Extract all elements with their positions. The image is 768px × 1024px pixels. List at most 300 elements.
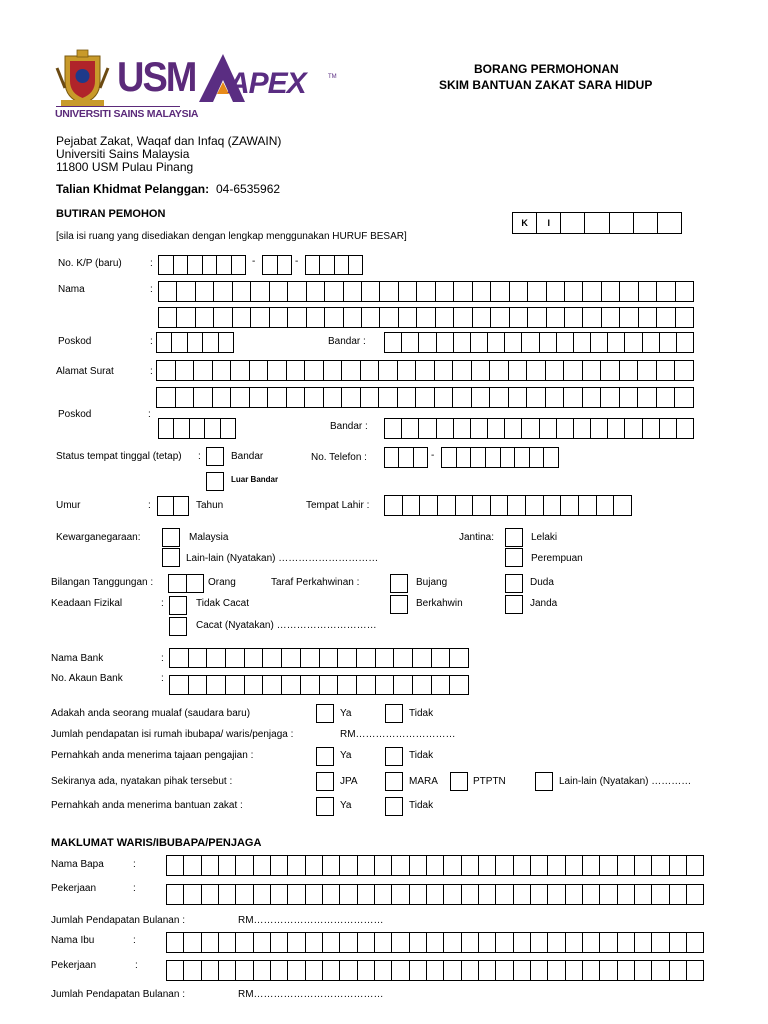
char-box[interactable] [677, 333, 693, 352]
char-box[interactable] [687, 885, 703, 904]
char-box[interactable] [600, 961, 617, 980]
char-box[interactable] [435, 388, 454, 407]
char-box[interactable] [546, 388, 565, 407]
char-box[interactable] [403, 496, 421, 515]
char-box[interactable] [515, 448, 530, 467]
char-box[interactable] [184, 856, 201, 875]
char-box[interactable] [399, 282, 417, 301]
char-box[interactable] [342, 361, 361, 380]
char-box[interactable] [670, 933, 687, 952]
char-box[interactable] [325, 308, 343, 327]
char-box[interactable] [687, 961, 703, 980]
char-box[interactable] [207, 649, 226, 667]
char-box[interactable] [251, 282, 269, 301]
char-box[interactable] [188, 256, 203, 274]
char-box[interactable] [288, 308, 306, 327]
char-box[interactable] [618, 933, 635, 952]
physical-disabled-checkbox[interactable] [169, 617, 187, 636]
char-box[interactable] [677, 419, 693, 438]
char-box[interactable] [410, 885, 427, 904]
char-box[interactable] [226, 676, 245, 694]
mother-name-field[interactable] [166, 932, 704, 953]
char-box[interactable] [531, 856, 548, 875]
char-box[interactable] [620, 308, 638, 327]
char-box[interactable] [687, 933, 703, 952]
char-box[interactable] [357, 676, 376, 694]
char-box[interactable] [342, 388, 361, 407]
char-box[interactable] [657, 308, 675, 327]
mail-address-row-2[interactable] [156, 387, 694, 408]
char-box[interactable] [402, 333, 419, 352]
char-box[interactable] [462, 856, 479, 875]
char-box[interactable] [444, 885, 461, 904]
char-box[interactable] [643, 333, 660, 352]
char-box[interactable] [340, 933, 357, 952]
char-box[interactable] [254, 933, 271, 952]
char-box[interactable] [196, 282, 214, 301]
char-box[interactable] [514, 885, 531, 904]
char-box[interactable] [566, 933, 583, 952]
city-field-2[interactable] [384, 418, 694, 439]
char-box[interactable] [358, 885, 375, 904]
char-box[interactable] [614, 496, 631, 515]
char-box[interactable] [399, 308, 417, 327]
char-box[interactable] [453, 361, 472, 380]
char-box[interactable] [496, 961, 513, 980]
char-box[interactable] [233, 282, 251, 301]
char-box[interactable] [660, 333, 677, 352]
char-box[interactable] [457, 448, 472, 467]
char-box[interactable] [376, 649, 395, 667]
char-box[interactable] [652, 885, 669, 904]
char-box[interactable] [236, 856, 253, 875]
char-box[interactable] [488, 333, 505, 352]
char-box[interactable] [638, 388, 657, 407]
char-box[interactable] [437, 333, 454, 352]
char-box[interactable] [320, 649, 339, 667]
char-box[interactable] [287, 388, 306, 407]
char-box[interactable] [385, 496, 403, 515]
char-box[interactable] [410, 933, 427, 952]
char-box[interactable] [167, 961, 184, 980]
char-box[interactable] [639, 308, 657, 327]
char-box[interactable] [202, 961, 219, 980]
char-box[interactable] [419, 419, 436, 438]
char-box[interactable] [574, 419, 591, 438]
char-box[interactable] [601, 388, 620, 407]
char-box[interactable] [305, 388, 324, 407]
char-box[interactable] [254, 885, 271, 904]
char-box[interactable] [608, 333, 625, 352]
char-box[interactable] [358, 961, 375, 980]
char-box[interactable] [635, 856, 652, 875]
char-box[interactable] [174, 419, 189, 438]
gender-male-checkbox[interactable] [505, 528, 523, 547]
char-box[interactable] [188, 333, 203, 352]
zakat-no-checkbox[interactable] [385, 797, 403, 816]
char-box[interactable] [219, 885, 236, 904]
char-box[interactable] [417, 282, 435, 301]
char-box[interactable] [376, 676, 395, 694]
char-box[interactable] [501, 448, 516, 467]
char-box[interactable] [306, 933, 323, 952]
char-box[interactable] [496, 885, 513, 904]
ic-field-part-2[interactable] [262, 255, 292, 275]
char-box[interactable] [217, 256, 232, 274]
char-box[interactable] [385, 419, 402, 438]
char-box[interactable] [583, 388, 602, 407]
char-box[interactable] [514, 933, 531, 952]
char-box[interactable] [219, 856, 236, 875]
marital-married-checkbox[interactable] [390, 595, 408, 614]
char-box[interactable] [473, 496, 491, 515]
char-box[interactable] [413, 649, 432, 667]
father-name-field[interactable] [166, 855, 704, 876]
char-box[interactable] [358, 856, 375, 875]
char-box[interactable] [437, 419, 454, 438]
char-box[interactable] [658, 213, 681, 233]
char-box[interactable] [282, 649, 301, 667]
char-box[interactable] [657, 282, 675, 301]
char-box[interactable] [675, 388, 693, 407]
char-box[interactable] [340, 885, 357, 904]
char-box[interactable] [184, 885, 201, 904]
scholarship-yes-checkbox[interactable] [316, 747, 334, 766]
char-box[interactable] [557, 333, 574, 352]
char-box[interactable] [233, 308, 251, 327]
char-box[interactable] [263, 676, 282, 694]
age-field[interactable] [157, 496, 189, 516]
char-box[interactable] [392, 933, 409, 952]
char-box[interactable] [394, 676, 413, 694]
char-box[interactable] [307, 308, 325, 327]
household-income-rm[interactable]: RM………………………… [340, 729, 456, 740]
char-box[interactable] [546, 361, 565, 380]
char-box[interactable] [172, 333, 187, 352]
char-box[interactable] [271, 961, 288, 980]
char-box[interactable] [442, 448, 457, 467]
sponsor-ptptn-checkbox[interactable] [450, 772, 468, 791]
char-box[interactable] [486, 448, 501, 467]
char-box[interactable] [189, 649, 208, 667]
char-box[interactable] [375, 961, 392, 980]
char-box[interactable] [522, 419, 539, 438]
char-box[interactable] [583, 308, 601, 327]
char-box[interactable] [531, 885, 548, 904]
char-box[interactable] [167, 856, 184, 875]
char-box[interactable] [203, 256, 218, 274]
char-box[interactable] [226, 649, 245, 667]
char-box[interactable] [490, 388, 509, 407]
char-box[interactable] [398, 388, 417, 407]
char-box[interactable] [566, 885, 583, 904]
char-box[interactable] [491, 496, 509, 515]
char-box[interactable] [245, 649, 264, 667]
char-box[interactable] [660, 419, 677, 438]
char-box[interactable] [344, 308, 362, 327]
father-income-rm[interactable]: RM………………………………… [238, 915, 384, 926]
char-box[interactable] [413, 676, 432, 694]
char-box[interactable] [427, 885, 444, 904]
char-box[interactable] [306, 856, 323, 875]
char-box[interactable] [566, 856, 583, 875]
char-box[interactable] [207, 676, 226, 694]
char-box[interactable] [444, 961, 461, 980]
char-box[interactable] [379, 361, 398, 380]
char-box[interactable] [202, 856, 219, 875]
char-box[interactable] [675, 361, 693, 380]
char-box[interactable] [324, 388, 343, 407]
dependents-field[interactable] [168, 574, 204, 593]
char-box[interactable] [169, 575, 187, 592]
char-box[interactable] [527, 388, 546, 407]
char-box[interactable] [187, 575, 204, 592]
char-box[interactable] [527, 361, 546, 380]
char-box[interactable] [236, 961, 253, 980]
char-box[interactable] [157, 361, 176, 380]
char-box[interactable] [479, 885, 496, 904]
char-box[interactable] [565, 308, 583, 327]
char-box[interactable] [643, 419, 660, 438]
char-box[interactable] [288, 885, 305, 904]
father-occupation-field[interactable] [166, 884, 704, 905]
char-box[interactable] [540, 419, 557, 438]
char-box[interactable] [306, 256, 320, 274]
char-box[interactable] [254, 961, 271, 980]
char-box[interactable] [505, 419, 522, 438]
char-box[interactable] [219, 933, 236, 952]
char-box[interactable] [213, 361, 232, 380]
char-box[interactable] [472, 361, 491, 380]
char-box[interactable] [323, 885, 340, 904]
char-box[interactable] [278, 256, 292, 274]
char-box[interactable] [270, 308, 288, 327]
char-box[interactable] [323, 933, 340, 952]
char-box[interactable] [625, 333, 642, 352]
char-box[interactable] [245, 676, 264, 694]
postcode-field[interactable] [156, 332, 234, 353]
char-box[interactable] [652, 933, 669, 952]
char-box[interactable] [634, 213, 658, 233]
char-box[interactable] [158, 497, 174, 515]
char-box[interactable] [282, 676, 301, 694]
char-box[interactable] [250, 361, 269, 380]
char-box[interactable] [547, 282, 565, 301]
char-box[interactable] [432, 676, 451, 694]
char-box[interactable] [184, 933, 201, 952]
char-box[interactable] [402, 419, 419, 438]
char-box[interactable] [544, 496, 562, 515]
char-box[interactable] [410, 856, 427, 875]
char-box[interactable] [670, 885, 687, 904]
char-box[interactable] [194, 388, 213, 407]
char-box[interactable] [505, 333, 522, 352]
residence-outside-checkbox[interactable] [206, 472, 224, 491]
char-box[interactable] [602, 308, 620, 327]
char-box[interactable] [583, 282, 601, 301]
char-box[interactable] [410, 961, 427, 980]
char-box[interactable] [454, 419, 471, 438]
char-box[interactable] [652, 961, 669, 980]
char-box[interactable] [514, 856, 531, 875]
char-box[interactable] [305, 361, 324, 380]
char-box[interactable] [676, 308, 693, 327]
char-box[interactable] [375, 856, 392, 875]
char-box[interactable] [379, 388, 398, 407]
char-box[interactable] [375, 885, 392, 904]
city-field[interactable] [384, 332, 694, 353]
char-box[interactable] [184, 961, 201, 980]
char-box[interactable] [583, 856, 600, 875]
char-box[interactable] [528, 308, 546, 327]
char-box[interactable] [268, 361, 287, 380]
char-box[interactable] [325, 282, 343, 301]
char-box[interactable] [340, 856, 357, 875]
char-box[interactable] [510, 308, 528, 327]
physical-normal-checkbox[interactable] [169, 596, 187, 615]
char-box[interactable] [491, 282, 509, 301]
char-box[interactable] [219, 333, 233, 352]
char-box[interactable] [320, 256, 334, 274]
char-box[interactable] [547, 308, 565, 327]
char-box[interactable] [488, 419, 505, 438]
char-box[interactable] [462, 885, 479, 904]
char-box[interactable] [301, 676, 320, 694]
char-box[interactable] [585, 213, 609, 233]
char-box[interactable] [490, 361, 509, 380]
char-box[interactable] [473, 282, 491, 301]
char-box[interactable] [453, 388, 472, 407]
char-box[interactable] [602, 282, 620, 301]
char-box[interactable] [548, 933, 565, 952]
char-box[interactable] [600, 856, 617, 875]
char-box[interactable] [414, 448, 427, 467]
char-box[interactable] [170, 649, 189, 667]
marital-widower-checkbox[interactable] [505, 574, 523, 593]
char-box[interactable] [471, 419, 488, 438]
char-box[interactable] [189, 676, 208, 694]
scholarship-no-checkbox[interactable] [385, 747, 403, 766]
sponsor-other-checkbox[interactable] [535, 772, 553, 791]
char-box[interactable] [509, 388, 528, 407]
char-box[interactable] [167, 885, 184, 904]
char-box[interactable] [635, 885, 652, 904]
char-box[interactable] [657, 388, 676, 407]
ic-field-part-3[interactable] [305, 255, 363, 275]
char-box[interactable] [618, 856, 635, 875]
char-box[interactable] [361, 388, 380, 407]
char-box[interactable] [174, 256, 189, 274]
char-box[interactable] [454, 282, 472, 301]
zakat-yes-checkbox[interactable] [316, 797, 334, 816]
char-box[interactable] [608, 419, 625, 438]
char-box[interactable] [254, 856, 271, 875]
char-box[interactable] [394, 649, 413, 667]
char-box[interactable] [416, 361, 435, 380]
char-box[interactable] [583, 361, 602, 380]
char-box[interactable] [231, 361, 250, 380]
char-box[interactable] [435, 361, 454, 380]
char-box[interactable] [561, 213, 585, 233]
char-box[interactable] [450, 649, 468, 667]
char-box[interactable] [203, 333, 218, 352]
char-box[interactable] [509, 361, 528, 380]
char-box[interactable] [301, 649, 320, 667]
char-box[interactable] [591, 333, 608, 352]
char-box[interactable] [583, 961, 600, 980]
char-box[interactable] [380, 282, 398, 301]
char-box[interactable] [271, 933, 288, 952]
char-box[interactable] [462, 961, 479, 980]
char-box[interactable] [635, 933, 652, 952]
char-box[interactable] [176, 361, 195, 380]
char-box[interactable] [417, 308, 435, 327]
char-box[interactable] [320, 676, 339, 694]
char-box[interactable] [600, 933, 617, 952]
mother-occupation-field[interactable] [166, 960, 704, 981]
char-box[interactable] [202, 933, 219, 952]
char-box[interactable] [548, 856, 565, 875]
birthplace-field[interactable] [384, 495, 632, 516]
name-field-row-2[interactable] [158, 307, 694, 328]
char-box[interactable] [620, 361, 639, 380]
char-box[interactable] [159, 308, 177, 327]
char-box[interactable] [473, 308, 491, 327]
char-box[interactable] [548, 885, 565, 904]
char-box[interactable] [335, 256, 349, 274]
char-box[interactable] [479, 856, 496, 875]
char-box[interactable] [625, 419, 642, 438]
char-box[interactable] [214, 308, 232, 327]
char-box[interactable] [565, 282, 583, 301]
char-box[interactable] [306, 961, 323, 980]
char-box[interactable] [531, 961, 548, 980]
char-box[interactable] [357, 649, 376, 667]
name-field-row-1[interactable] [158, 281, 694, 302]
char-box[interactable] [288, 856, 305, 875]
gender-female-checkbox[interactable] [505, 548, 523, 567]
char-box[interactable] [362, 282, 380, 301]
char-box[interactable] [530, 448, 545, 467]
char-box[interactable] [687, 856, 703, 875]
char-box[interactable] [338, 649, 357, 667]
char-box[interactable] [231, 388, 250, 407]
char-box[interactable] [196, 308, 214, 327]
char-box[interactable] [392, 856, 409, 875]
char-box[interactable] [540, 333, 557, 352]
char-box[interactable] [219, 961, 236, 980]
char-box[interactable] [167, 933, 184, 952]
char-box[interactable] [635, 961, 652, 980]
char-box[interactable] [531, 933, 548, 952]
char-box[interactable] [202, 885, 219, 904]
char-box[interactable] [338, 676, 357, 694]
char-box[interactable] [438, 496, 456, 515]
char-box[interactable] [194, 361, 213, 380]
char-box[interactable] [548, 961, 565, 980]
char-box[interactable] [427, 961, 444, 980]
char-box[interactable] [263, 256, 278, 274]
char-box[interactable] [579, 496, 597, 515]
char-box[interactable] [491, 308, 509, 327]
char-box[interactable] [436, 282, 454, 301]
char-box[interactable] [450, 676, 468, 694]
char-box[interactable] [398, 361, 417, 380]
char-box[interactable] [472, 388, 491, 407]
char-box[interactable] [380, 308, 398, 327]
char-box[interactable] [288, 933, 305, 952]
char-box[interactable] [444, 856, 461, 875]
